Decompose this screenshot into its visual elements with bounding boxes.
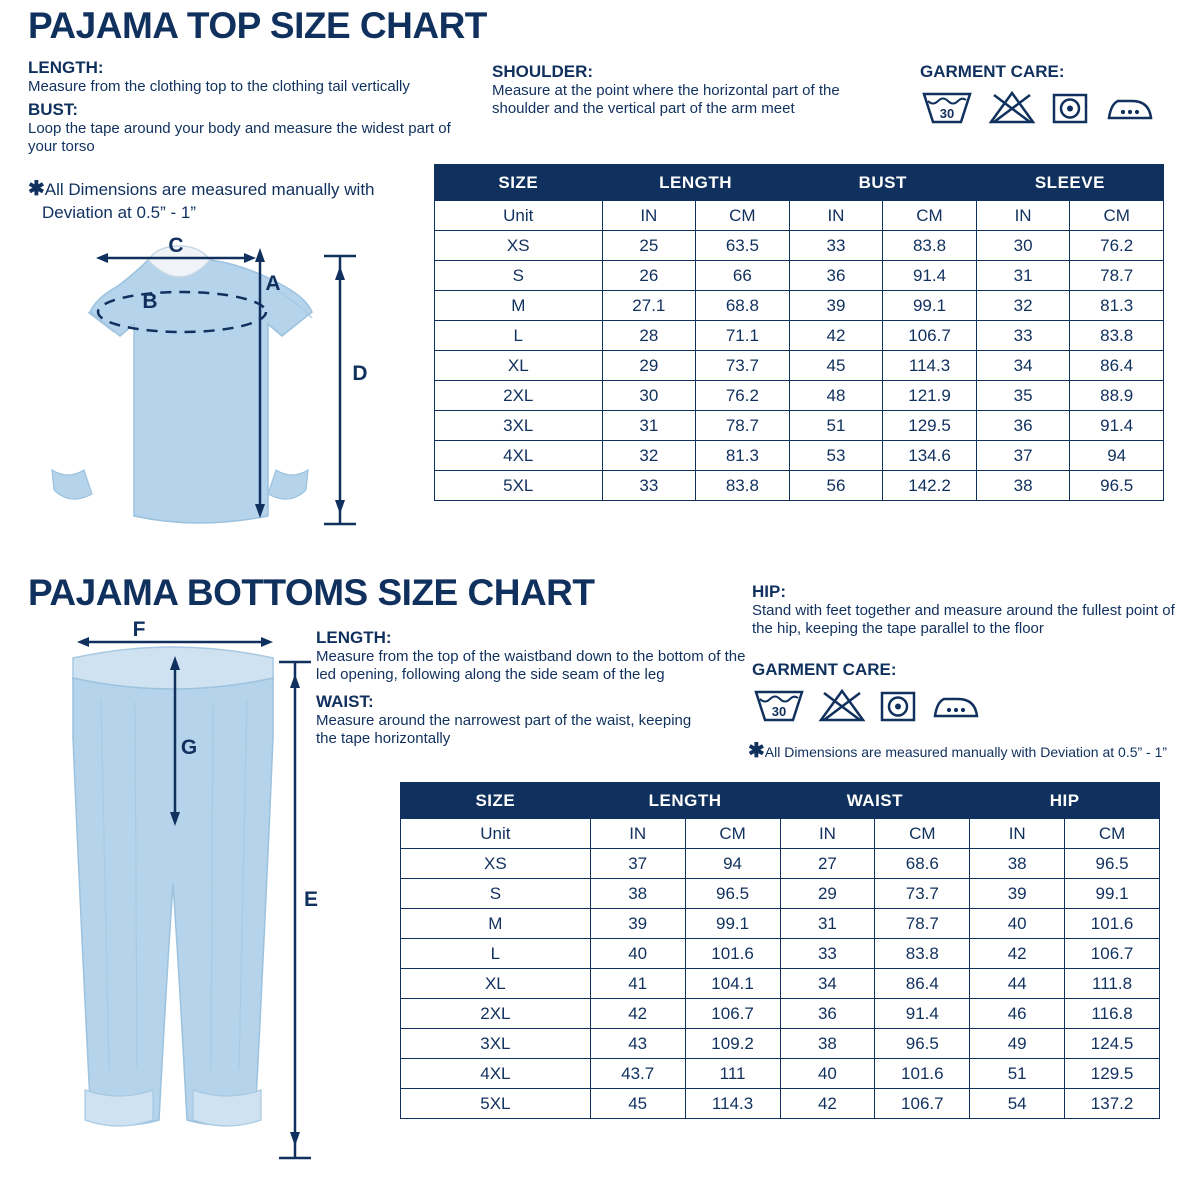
cell-bust-cm: 142.2: [883, 471, 977, 501]
cell-sleeve-in: 37: [976, 441, 1070, 471]
top-length-desc: Measure from the clothing top to the clothing tail vertically: [28, 77, 410, 95]
cell-length-in: 25: [602, 231, 696, 261]
table-row: [401, 849, 1160, 879]
bottom-hip-block: [752, 582, 1192, 638]
cell-length-cm: 94: [685, 849, 780, 879]
marker-a-label: A: [265, 272, 281, 295]
cell-unit-length-cm: CM: [685, 819, 780, 849]
cell-unit-length-cm: CM: [696, 201, 790, 231]
cell-unit-label: Unit: [435, 201, 603, 231]
top-bust-label: BUST:: [28, 100, 79, 119]
cell-length-in: 32: [602, 441, 696, 471]
header-sleeve: SLEEVE: [976, 165, 1163, 201]
cell-waist-in: 40: [780, 1059, 875, 1089]
page-title-bottom: PAJAMA BOTTOMS SIZE CHART: [28, 572, 595, 613]
table-row: [401, 969, 1160, 999]
header-hip: HIP: [970, 783, 1160, 819]
cell-length-cm: 81.3: [696, 441, 790, 471]
cell-length-cm: 96.5: [685, 879, 780, 909]
cell-bust-in: 33: [789, 231, 883, 261]
cell-length-in: 45: [590, 1089, 685, 1119]
marker-b-label: B: [142, 290, 158, 313]
no-bleach-icon: [988, 88, 1036, 128]
cell-length-cm: 114.3: [685, 1089, 780, 1119]
tumble-dry-icon: [1050, 88, 1090, 128]
cell-hip-cm: 106.7: [1065, 939, 1160, 969]
table-row: [401, 1089, 1160, 1119]
cell-unit-waist-in: IN: [780, 819, 875, 849]
cell-hip-cm: 137.2: [1065, 1089, 1160, 1119]
cell-length-cm: 66: [696, 261, 790, 291]
bottom-length-label: LENGTH:: [316, 628, 392, 647]
cell-length-in: 37: [590, 849, 685, 879]
pajama-bottoms-size-table: [400, 782, 1160, 1119]
bottom-care-icons: [752, 686, 1052, 726]
cell-waist-cm: 73.7: [875, 879, 970, 909]
top-bust-block: [28, 100, 458, 156]
cell-size: 5XL: [401, 1089, 591, 1119]
cell-length-in: 27.1: [602, 291, 696, 321]
cell-bust-cm: 129.5: [883, 411, 977, 441]
cell-sleeve-in: 30: [976, 231, 1070, 261]
cell-length-in: 30: [602, 381, 696, 411]
table-row: [401, 999, 1160, 1029]
table-header-row: [401, 783, 1160, 819]
cell-bust-in: 51: [789, 411, 883, 441]
bottom-waist-block: [316, 692, 716, 748]
bottom-garment-care-label: GARMENT CARE:: [752, 660, 897, 679]
cell-unit-hip-in: IN: [970, 819, 1065, 849]
cell-waist-in: 38: [780, 1029, 875, 1059]
cell-sleeve-cm: 86.4: [1070, 351, 1164, 381]
marker-d-label: D: [352, 362, 368, 385]
cell-waist-in: 42: [780, 1089, 875, 1119]
cell-bust-cm: 91.4: [883, 261, 977, 291]
cell-size: XS: [401, 849, 591, 879]
cell-length-cm: 68.8: [696, 291, 790, 321]
cell-length-cm: 101.6: [685, 939, 780, 969]
cell-length-cm: 111: [685, 1059, 780, 1089]
cell-size: 2XL: [435, 381, 603, 411]
bottom-waist-label: WAIST:: [316, 692, 374, 711]
pajama-top-illustration: [30, 222, 430, 562]
cell-length-in: 43.7: [590, 1059, 685, 1089]
table-row: [435, 351, 1164, 381]
table-row: [401, 879, 1160, 909]
cell-waist-cm: 78.7: [875, 909, 970, 939]
cell-waist-cm: 101.6: [875, 1059, 970, 1089]
cell-hip-in: 46: [970, 999, 1065, 1029]
cell-hip-in: 54: [970, 1089, 1065, 1119]
pajama-top-size-table: [434, 164, 1164, 501]
cell-hip-in: 49: [970, 1029, 1065, 1059]
header-size: SIZE: [401, 783, 591, 819]
top-deviation-text2: Deviation at 0.5” - 1”: [42, 203, 197, 222]
cell-bust-cm: 121.9: [883, 381, 977, 411]
cell-unit-length-in: IN: [590, 819, 685, 849]
cell-hip-in: 42: [970, 939, 1065, 969]
cell-size: 3XL: [401, 1029, 591, 1059]
marker-c-label: C: [168, 234, 184, 257]
cell-hip-in: 51: [970, 1059, 1065, 1089]
cell-length-in: 40: [590, 939, 685, 969]
cell-length-in: 26: [602, 261, 696, 291]
cell-sleeve-cm: 81.3: [1070, 291, 1164, 321]
cell-length-cm: 83.8: [696, 471, 790, 501]
cell-length-in: 38: [590, 879, 685, 909]
top-garment-care-block: [920, 62, 1190, 128]
table-row: [435, 411, 1164, 441]
cell-size: 4XL: [435, 441, 603, 471]
iron-icon: [930, 686, 982, 726]
cell-hip-cm: 124.5: [1065, 1029, 1160, 1059]
table-row: [435, 231, 1164, 261]
table-row-unit: [401, 819, 1160, 849]
cell-length-cm: 109.2: [685, 1029, 780, 1059]
cell-length-cm: 78.7: [696, 411, 790, 441]
cell-bust-in: 42: [789, 321, 883, 351]
header-size: SIZE: [435, 165, 603, 201]
cell-hip-in: 39: [970, 879, 1065, 909]
cell-hip-in: 40: [970, 909, 1065, 939]
table-row-unit: [435, 201, 1164, 231]
cell-length-in: 39: [590, 909, 685, 939]
bottom-hip-label: HIP:: [752, 582, 786, 601]
cell-waist-cm: 68.6: [875, 849, 970, 879]
asterisk-icon: ✱: [748, 740, 765, 762]
cell-unit-waist-cm: CM: [875, 819, 970, 849]
cell-bust-cm: 114.3: [883, 351, 977, 381]
cell-sleeve-cm: 88.9: [1070, 381, 1164, 411]
cell-bust-in: 36: [789, 261, 883, 291]
marker-f-label: F: [132, 620, 146, 641]
top-deviation-text: All Dimensions are measured manually with: [44, 180, 375, 199]
cell-length-cm: 63.5: [696, 231, 790, 261]
cell-waist-in: 33: [780, 939, 875, 969]
top-length-label: LENGTH:: [28, 58, 104, 77]
iron-icon: [1104, 88, 1156, 128]
top-table-head: [435, 165, 1164, 201]
bottom-table-body: [401, 819, 1160, 1119]
cell-sleeve-in: 38: [976, 471, 1070, 501]
cell-length-in: 33: [602, 471, 696, 501]
tumble-dry-icon: [878, 686, 918, 726]
cell-sleeve-cm: 76.2: [1070, 231, 1164, 261]
bottom-waist-desc: Measure around the narrowest part of the waist, keeping the tape horizontally: [316, 711, 692, 747]
top-care-icons: [920, 88, 1190, 128]
cell-waist-cm: 96.5: [875, 1029, 970, 1059]
cell-waist-in: 31: [780, 909, 875, 939]
cell-size: M: [435, 291, 603, 321]
table-row: [435, 381, 1164, 411]
cell-bust-in: 48: [789, 381, 883, 411]
table-row: [435, 441, 1164, 471]
top-deviation-note: [28, 176, 428, 224]
table-row: [435, 291, 1164, 321]
cell-waist-cm: 86.4: [875, 969, 970, 999]
cell-sleeve-cm: 91.4: [1070, 411, 1164, 441]
cell-length-cm: 71.1: [696, 321, 790, 351]
wash-temp-text: 30: [771, 703, 787, 719]
top-shoulder-label: SHOULDER:: [492, 62, 594, 81]
bottom-garment-care-block: [752, 660, 1052, 726]
header-length: LENGTH: [590, 783, 780, 819]
cell-size: 3XL: [435, 411, 603, 441]
bottom-hip-desc: Stand with feet together and measure around the fullest point of the hip, keeping the tape parallel to the floor: [752, 601, 1175, 637]
cell-sleeve-cm: 83.8: [1070, 321, 1164, 351]
cell-size: XL: [435, 351, 603, 381]
cell-unit-bust-cm: CM: [883, 201, 977, 231]
cell-waist-in: 36: [780, 999, 875, 1029]
cell-waist-cm: 83.8: [875, 939, 970, 969]
cell-length-cm: 73.7: [696, 351, 790, 381]
cell-size: L: [401, 939, 591, 969]
cell-unit-hip-cm: CM: [1065, 819, 1160, 849]
cell-length-in: 29: [602, 351, 696, 381]
cell-waist-in: 34: [780, 969, 875, 999]
cell-sleeve-in: 35: [976, 381, 1070, 411]
cell-bust-in: 53: [789, 441, 883, 471]
marker-e-label: E: [303, 888, 319, 911]
cell-unit-label: Unit: [401, 819, 591, 849]
bottom-table-head: [401, 783, 1160, 819]
cell-size: 4XL: [401, 1059, 591, 1089]
header-waist: WAIST: [780, 783, 970, 819]
cell-unit-sleeve-cm: CM: [1070, 201, 1164, 231]
cell-waist-cm: 106.7: [875, 1089, 970, 1119]
cell-bust-in: 45: [789, 351, 883, 381]
top-shoulder-desc: Measure at the point where the horizontal part of the shoulder and the vertical part of the arm meet: [492, 81, 840, 117]
bottom-length-block: [316, 628, 746, 684]
cell-length-in: 43: [590, 1029, 685, 1059]
cell-length-cm: 104.1: [685, 969, 780, 999]
cell-waist-in: 27: [780, 849, 875, 879]
table-row: [401, 939, 1160, 969]
cell-size: 2XL: [401, 999, 591, 1029]
cell-hip-cm: 129.5: [1065, 1059, 1160, 1089]
bottom-deviation-note: [748, 738, 1198, 764]
cell-unit-length-in: IN: [602, 201, 696, 231]
cell-hip-in: 44: [970, 969, 1065, 999]
cell-hip-in: 38: [970, 849, 1065, 879]
cell-bust-in: 39: [789, 291, 883, 321]
cell-sleeve-in: 33: [976, 321, 1070, 351]
no-bleach-icon: [818, 686, 866, 726]
bottom-deviation-text: All Dimensions are measured manually with Deviation at 0.5” - 1”: [764, 744, 1168, 760]
top-shoulder-block: [492, 62, 892, 118]
cell-sleeve-cm: 94: [1070, 441, 1164, 471]
top-garment-care-label: GARMENT CARE:: [920, 62, 1065, 81]
cell-length-cm: 106.7: [685, 999, 780, 1029]
cell-length-in: 41: [590, 969, 685, 999]
cell-sleeve-cm: 96.5: [1070, 471, 1164, 501]
cell-hip-cm: 99.1: [1065, 879, 1160, 909]
cell-length-in: 31: [602, 411, 696, 441]
cell-size: 5XL: [435, 471, 603, 501]
wash-30-icon: [920, 88, 974, 128]
cell-size: XS: [435, 231, 603, 261]
cell-sleeve-cm: 78.7: [1070, 261, 1164, 291]
cell-length-cm: 76.2: [696, 381, 790, 411]
table-row: [401, 1029, 1160, 1059]
cell-unit-bust-in: IN: [789, 201, 883, 231]
table-row: [435, 261, 1164, 291]
cell-unit-sleeve-in: IN: [976, 201, 1070, 231]
cell-length-in: 42: [590, 999, 685, 1029]
cell-size: S: [435, 261, 603, 291]
cell-length-cm: 99.1: [685, 909, 780, 939]
top-length-block: [28, 58, 468, 96]
asterisk-icon: ✱: [28, 178, 45, 200]
table-row: [435, 321, 1164, 351]
cell-size: XL: [401, 969, 591, 999]
bottom-length-desc: Measure from the top of the waistband down to the bottom of the led opening, following along the side seam of the leg: [316, 647, 746, 683]
header-length: LENGTH: [602, 165, 789, 201]
cell-sleeve-in: 31: [976, 261, 1070, 291]
cell-bust-cm: 99.1: [883, 291, 977, 321]
header-bust: BUST: [789, 165, 976, 201]
wash-temp-text: 30: [939, 105, 955, 121]
marker-g-label: G: [180, 736, 198, 759]
table-row: [401, 1059, 1160, 1089]
cell-bust-in: 56: [789, 471, 883, 501]
page-title-top: PAJAMA TOP SIZE CHART: [28, 5, 487, 46]
table-row: [401, 909, 1160, 939]
cell-waist-in: 29: [780, 879, 875, 909]
cell-hip-cm: 116.8: [1065, 999, 1160, 1029]
cell-hip-cm: 111.8: [1065, 969, 1160, 999]
cell-size: S: [401, 879, 591, 909]
cell-waist-cm: 91.4: [875, 999, 970, 1029]
wash-30-icon: [752, 686, 806, 726]
cell-hip-cm: 101.6: [1065, 909, 1160, 939]
cell-sleeve-in: 32: [976, 291, 1070, 321]
cell-sleeve-in: 36: [976, 411, 1070, 441]
cell-bust-cm: 83.8: [883, 231, 977, 261]
top-table-body: [435, 201, 1164, 501]
pajama-bottoms-illustration: [55, 620, 365, 1190]
cell-bust-cm: 134.6: [883, 441, 977, 471]
cell-bust-cm: 106.7: [883, 321, 977, 351]
table-row: [435, 471, 1164, 501]
cell-size: M: [401, 909, 591, 939]
table-header-row: [435, 165, 1164, 201]
cell-length-in: 28: [602, 321, 696, 351]
cell-size: L: [435, 321, 603, 351]
cell-sleeve-in: 34: [976, 351, 1070, 381]
cell-hip-cm: 96.5: [1065, 849, 1160, 879]
top-bust-desc: Loop the tape around your body and measure the widest part of your torso: [28, 119, 451, 155]
